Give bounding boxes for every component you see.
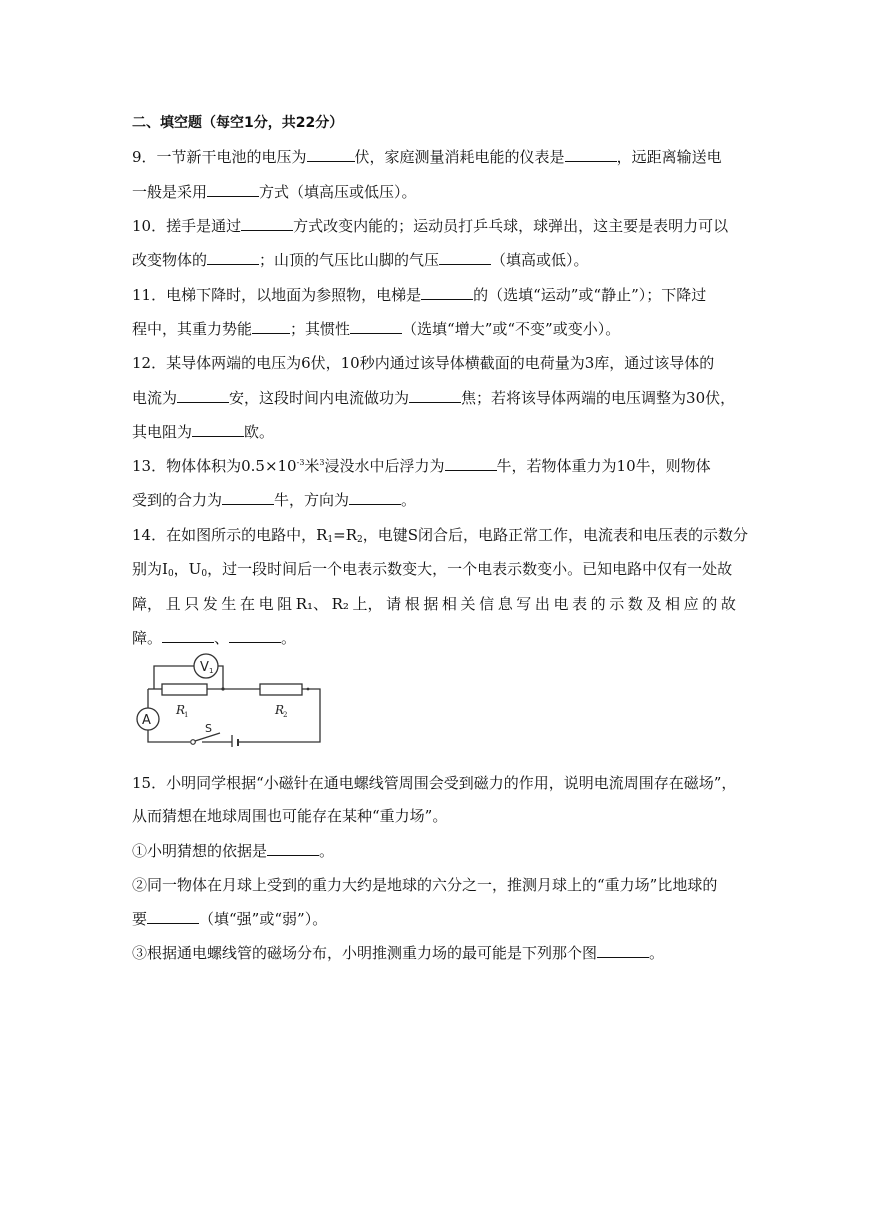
- question-13-line-2: 受到的合力为 牛，方向为 。: [132, 491, 417, 509]
- answer-blank[interactable]: [222, 490, 274, 505]
- justified-word: 表: [572, 595, 588, 613]
- justified-word: 写: [516, 595, 532, 613]
- justified-word: 只: [184, 595, 200, 613]
- resistor-r1: [162, 684, 207, 695]
- answer-blank[interactable]: [177, 388, 229, 403]
- justified-word: 的: [702, 595, 718, 613]
- question-10-line-2: 改变物体的 ；山顶的气压比山脚的气压 （填高或低）。: [132, 251, 589, 269]
- answer-blank[interactable]: [207, 250, 259, 265]
- answer-blank[interactable]: [147, 909, 199, 924]
- justified-word: 关: [460, 595, 476, 613]
- justified-word: 示: [609, 595, 625, 613]
- question-14-line-2: 别为$I_0$，$U_0$，过一段时间后一个电表示数变大，一个电表示数变小。已知电路中仅有一处故: [132, 560, 733, 579]
- question-15-part-1: ①小明猜想的依据是 。: [132, 842, 335, 860]
- question-15-part-2-line-1: ②同一物体在月球上受到的重力大约是地球的六分之一，推测月球上的“重力场”比地球的: [132, 876, 718, 894]
- r1-subscript: 1: [184, 711, 189, 719]
- justified-word: 故: [720, 595, 736, 613]
- r1-label: R: [176, 703, 186, 717]
- question-14-line-1: 14．在如图所示的电路中，$R_1=R_2$，电键S闭合后，电路正常工作，电流表和电压表的示数分: [132, 526, 749, 545]
- switch-contact: [191, 740, 196, 745]
- justified-word: 根: [404, 595, 420, 613]
- circuit-diagram: [132, 653, 324, 747]
- question-11-line-1: 11．电梯下降时，以地面为参照物，电梯是 的（选填“运动”或“静止”）；下降过: [132, 286, 707, 304]
- justified-word: 且: [165, 595, 181, 613]
- answer-blank[interactable]: [267, 841, 319, 856]
- answer-blank[interactable]: [445, 456, 497, 471]
- answer-blank[interactable]: [439, 250, 491, 265]
- question-13-line-1: 13．物体体积为$0.5\times 10^{-3}$米$^3$浸没水中后浮力为 牛，若物体重力为10牛，则物体: [132, 457, 711, 475]
- justified-word: 阻: [277, 595, 293, 613]
- justified-word: 生: [221, 595, 237, 613]
- justified-word: 及: [646, 595, 662, 613]
- question-15-part-2-line-2: 要 （填“强”或“弱”）。: [132, 910, 328, 928]
- answer-blank[interactable]: [207, 182, 259, 197]
- answer-blank[interactable]: [307, 147, 355, 162]
- justified-word: 相: [441, 595, 457, 613]
- r2-subscript: 2: [283, 711, 288, 719]
- answer-blank[interactable]: [409, 388, 461, 403]
- answer-blank[interactable]: [252, 319, 290, 334]
- question-15-part-3: ③根据通电螺线管的磁场分布，小明推测重力场的最可能是下列那个图 。: [132, 944, 665, 962]
- answer-blank[interactable]: [162, 628, 214, 643]
- justified-word: 电: [258, 595, 274, 613]
- answer-blank[interactable]: [597, 943, 649, 958]
- question-15-line-2: 从而猜想在地球周围也可能存在某种“重力场”。: [132, 807, 448, 825]
- answer-blank[interactable]: [421, 285, 473, 300]
- answer-blank[interactable]: [349, 490, 401, 505]
- justified-word: R₂: [331, 595, 349, 613]
- voltmeter-label: V: [200, 660, 209, 675]
- question-12-line-3: 其电阻为 欧。: [132, 423, 275, 441]
- section-title: 二、填空题（每空1分，共22分）: [132, 115, 344, 131]
- junction-dot: [221, 687, 224, 690]
- question-15-line-1: 15．小明同学根据“小磁针在通电螺线管周围会受到磁力的作用，说明电流周围存在磁场”，: [132, 774, 737, 792]
- justified-word: R₁、: [295, 595, 329, 613]
- justified-word: 应: [683, 595, 699, 613]
- justified-word: 障，: [132, 595, 163, 613]
- justified-word: 相: [665, 595, 681, 613]
- question-9-line-2: 一般是采用 方式（填高压或低压）。: [132, 183, 417, 201]
- justified-word: 息: [497, 595, 513, 613]
- question-9-line-1: 9．一节新干电池的电压为 伏，家庭测量消耗电能的仪表是 ，远距离输送电: [132, 148, 722, 166]
- justified-word: 在: [239, 595, 255, 613]
- justified-word: 上，: [352, 595, 383, 613]
- switch-label: S: [205, 722, 212, 735]
- answer-blank[interactable]: [565, 147, 617, 162]
- ammeter-label: A: [142, 713, 151, 728]
- question-10-line-1: 10．搓手是通过 方式改变内能的；运动员打乒乓球，球弹出，这主要是表明力可以: [132, 217, 729, 235]
- justified-word: 信: [479, 595, 495, 613]
- question-12-line-2: 电流为 安，这段时间内电流做功为 焦；若将该导体两端的电压调整为30伏，: [132, 389, 736, 407]
- justified-word: 发: [202, 595, 218, 613]
- resistor-r2: [260, 684, 302, 695]
- justified-word: 数: [627, 595, 643, 613]
- voltmeter-subscript: 1: [209, 667, 214, 675]
- question-14-line-3: [132, 594, 736, 614]
- justified-word: 据: [423, 595, 439, 613]
- question-14-line-4: 障。 、 。: [132, 629, 297, 647]
- question-12-line-1: 12．某导体两端的电压为6伏，10秒内通过该导体横截面的电荷量为3库，通过该导体的: [132, 354, 715, 372]
- justified-word: 出: [534, 595, 550, 613]
- question-11-line-2: 程中，其重力势能 ；其惯性 （选填“增大”或“不变”或变小）。: [132, 320, 621, 338]
- answer-blank[interactable]: [241, 216, 293, 231]
- justified-word: 请: [386, 595, 402, 613]
- r2-label: R: [275, 703, 285, 717]
- junction-dot: [307, 688, 310, 691]
- answer-blank[interactable]: [192, 422, 244, 437]
- wire: [218, 666, 223, 689]
- justified-word: 的: [590, 595, 606, 613]
- answer-blank[interactable]: [229, 628, 281, 643]
- justified-word: 电: [553, 595, 569, 613]
- answer-blank[interactable]: [350, 319, 402, 334]
